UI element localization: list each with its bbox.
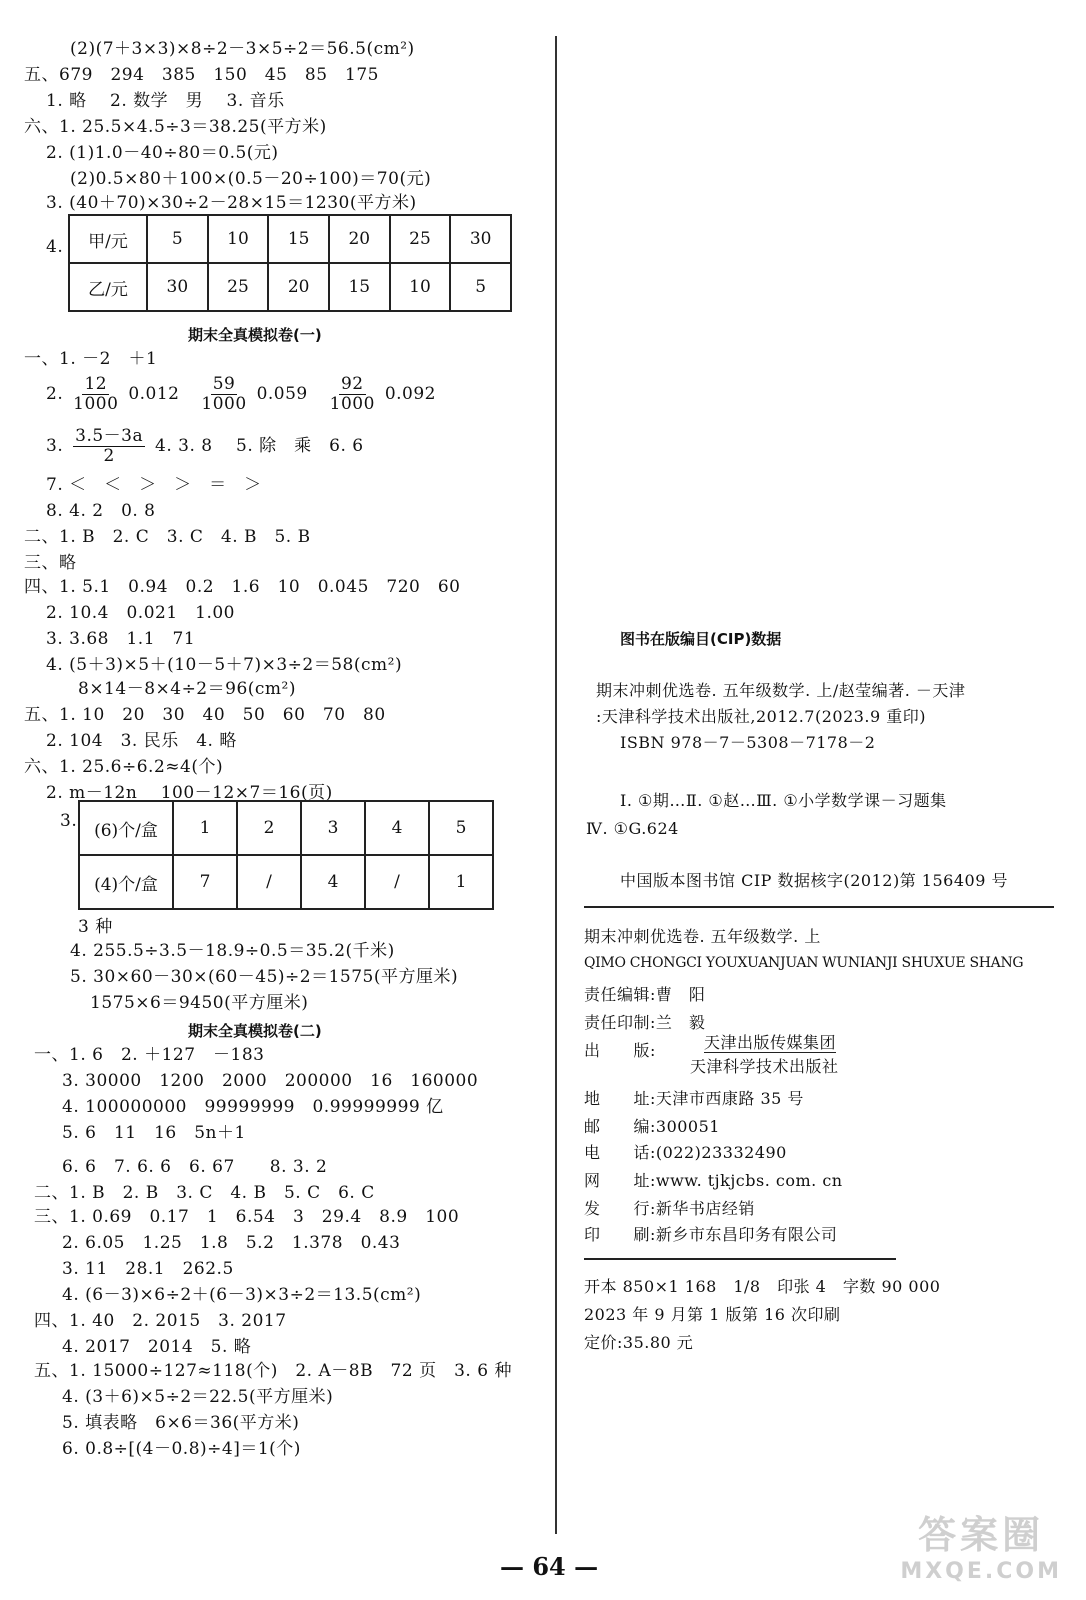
answer-line-fraction: 3. $\frac{3.5-3a}{2}$ 4. 3. 8 5. 除 乘 6. 6: [46, 426, 364, 466]
table-cell: 25: [390, 215, 451, 263]
table-cell: 25: [208, 263, 269, 311]
table-cell: 15: [329, 263, 390, 311]
answer-line: 8. 4. 2 0. 8: [46, 501, 156, 521]
table-cell: 20: [268, 263, 329, 311]
cip-line: 期末冲刺优选卷. 五年级数学. 上/赵莹编著. －天津: [596, 681, 966, 700]
section-title: 期末全真模拟卷(二): [188, 1022, 322, 1040]
distributor-line: 发 行:新华书店经销: [584, 1199, 755, 1218]
answer-line: (2)0.5×80＋100×(0.5－20÷100)＝70(元): [70, 169, 432, 189]
table-cell: /: [237, 855, 301, 909]
answer-line: 5. 6 11 16 5n＋1: [62, 1123, 246, 1143]
answer-line: 5. 填表略 6×6＝36(平方米): [62, 1413, 300, 1433]
cip-line: 中国版本图书馆 CIP 数据核字(2012)第 156409 号: [620, 871, 1008, 890]
answer-line: 3. 3.68 1.1 71: [46, 629, 196, 649]
answer-line: 一、1. －2 ＋1: [24, 349, 158, 369]
answer-line: 3. (40＋70)×30÷2－28×15＝1230(平方米): [46, 193, 417, 213]
table-cell: 7: [173, 855, 237, 909]
page-number: — 64 —: [500, 1552, 599, 1581]
answer-line: 3 种: [78, 917, 113, 937]
table-cell: 30: [450, 215, 511, 263]
cip-line: :天津科学技术出版社,2012.7(2023.9 重印): [596, 707, 927, 726]
phone-line: 电 话:(022)23332490: [584, 1143, 787, 1162]
answer-line: 4. (6－3)×6÷2＋(6－3)×3÷2＝13.5(cm²): [62, 1285, 422, 1305]
answer-line: 四、1. 40 2. 2015 3. 2017: [34, 1311, 287, 1331]
answer-line: 三、略: [24, 553, 77, 573]
answer-line: 8×14－8×4÷2＝96(cm²): [78, 679, 296, 699]
table-cell: 4: [301, 855, 365, 909]
question-number: 3.: [46, 436, 64, 456]
answer-line: 五、679 294 385 150 45 85 175: [24, 65, 380, 85]
printer-line: 印 刷:新乡市东昌印务有限公司: [584, 1225, 838, 1244]
table-cell: 10: [208, 215, 269, 263]
answer-line: 2. m－12n 100－12×7＝16(页): [46, 783, 333, 803]
answer-line: 2. 6.05 1.25 1.8 5.2 1.378 0.43: [62, 1233, 401, 1253]
question-number: 4.: [46, 237, 64, 257]
cip-title: 图书在版编目(CIP)数据: [620, 630, 782, 648]
postcode-line: 邮 编:300051: [584, 1117, 720, 1136]
question-number: 2.: [46, 384, 64, 404]
answer-line: 7. ＜ ＜ ＞ ＞ ＝ ＞: [46, 475, 262, 495]
table-cell: 15: [268, 215, 329, 263]
book-title: 期末冲刺优选卷. 五年级数学. 上: [584, 927, 821, 946]
table-cell: 20: [329, 215, 390, 263]
table-cell: 3: [301, 801, 365, 855]
editor-line: 责任编辑:曹 阳: [584, 985, 706, 1004]
answer-line: 四、1. 5.1 0.94 0.2 1.6 10 0.045 720 60: [24, 577, 461, 597]
answer-line: 3. 11 28.1 262.5: [62, 1259, 234, 1279]
answer-line: 4. (5＋3)×5＋(10－5＋7)×3÷2＝58(cm²): [46, 655, 403, 675]
section-title: 期末全真模拟卷(一): [188, 326, 322, 344]
table-cell: 30: [147, 263, 208, 311]
publisher-label: 出 版:: [584, 1041, 656, 1060]
table-cell: 10: [390, 263, 451, 311]
fraction: $\frac{59}{1000}$: [201, 374, 247, 414]
answer-line: 4. 100000000 99999999 0.99999999 亿: [62, 1097, 444, 1117]
fraction: $\frac{3.5-3a}{2}$: [75, 426, 144, 466]
answer-line: 2. (1)1.0－40÷80＝0.5(元): [46, 143, 279, 163]
answer-line: 5. 30×60－30×(60－45)÷2＝1575(平方厘米): [70, 967, 459, 987]
publisher-name: 天津科学技术出版社: [690, 1057, 839, 1076]
table-cell: 4: [365, 801, 429, 855]
table-cell: 乙/元: [69, 263, 147, 311]
answer-line: 4. 2017 2014 5. 略: [62, 1337, 252, 1357]
answer-line: 4. (3＋6)×5÷2＝22.5(平方厘米): [62, 1387, 334, 1407]
answer-line: (2)(7＋3×3)×8÷2－3×5÷2＝56.5(cm²): [70, 39, 415, 59]
table-cell: 5: [147, 215, 208, 263]
answer-line: 3. 30000 1200 2000 200000 16 160000: [62, 1071, 479, 1091]
table-cell: 1: [429, 855, 493, 909]
horizontal-rule: [584, 906, 1054, 908]
answer-line: 二、1. B 2. B 3. C 4. B 5. C 6. C: [34, 1183, 375, 1203]
table-cell: 2: [237, 801, 301, 855]
answer-line: 6. 6 7. 6. 6̇ 6. 67 8. 3. 2: [62, 1157, 328, 1177]
table-cell: 1: [173, 801, 237, 855]
answer-line: 六、1. 25.6÷6.2≈4(个): [24, 757, 224, 777]
table-cell: (4)个/盒: [79, 855, 173, 909]
answer-line: 二、1. B 2. C 3. C 4. B 5. B: [24, 527, 311, 547]
website-line: 网 址:www. tjkjcbs. com. cn: [584, 1171, 843, 1190]
answer-line: 1575×6＝9450(平方厘米): [90, 993, 309, 1013]
table-cell: 5: [450, 263, 511, 311]
answer-line-fractions: 2. $\frac{12}{1000}$ 0.012 $\frac{59}{1000}$ 0.059 $\frac{92}{1000}$ 0.092: [46, 374, 436, 414]
question-number: 3.: [60, 811, 78, 831]
edition-line: 2023 年 9 月第 1 版第 16 次印刷: [584, 1305, 841, 1324]
answer-line: 1. 略 2. 数学 男 3. 音乐: [46, 91, 285, 111]
print-manager-line: 责任印制:兰 毅: [584, 1013, 706, 1032]
publisher-group: 天津出版传媒集团: [704, 1033, 837, 1052]
answer-line: 6. 0.8÷[(4－0.8)÷4]＝1(个): [62, 1439, 301, 1459]
table-cell: 甲/元: [69, 215, 147, 263]
table-cell: /: [365, 855, 429, 909]
horizontal-rule: [584, 1258, 896, 1260]
column-divider: [555, 36, 557, 1534]
answer-line: 五、1. 10 20 30 40 50 60 70 80: [24, 705, 386, 725]
cip-line: ISBN 978－7－5308－7178－2: [620, 733, 876, 752]
answer-line: 2. 10.4 0.021 1.00: [46, 603, 235, 623]
answer-line: 三、1. 0.69 0.17 1 6.54 3 29.4 8.9 100: [34, 1207, 460, 1227]
fraction: $\frac{12}{1000}$: [73, 374, 119, 414]
cip-line: Ⅳ. ①G.624: [586, 819, 679, 838]
answer-line: 六、1. 25.5×4.5÷3＝38.25(平方米): [24, 117, 327, 137]
watermark-logo: 答案圈 MXQE.COM: [900, 1513, 1062, 1584]
answer-line: 五、1. 15000÷127≈118(个) 2. A－8B 72 页 3. 6 种: [34, 1361, 512, 1381]
cip-line: Ⅰ. ①期…Ⅱ. ①赵…Ⅲ. ①小学数学课－习题集: [620, 791, 947, 810]
table-cell: (6)个/盒: [79, 801, 173, 855]
answer-line: 一、1. 6 2. ＋127 －183: [34, 1045, 265, 1065]
fraction: $\frac{92}{1000}$: [329, 374, 375, 414]
answer-table-2: [78, 800, 494, 910]
book-title-pinyin: QIMO CHONGCI YOUXUANJUAN WUNIANJI SHUXUE SHANG: [584, 955, 1024, 971]
answer-line: 4. 255.5÷3.5－18.9÷0.5＝35.2(千米): [70, 941, 395, 961]
answer-table-1: [68, 214, 512, 312]
table-cell: 5: [429, 801, 493, 855]
price-line: 定价:35.80 元: [584, 1333, 694, 1352]
format-line: 开本 850×1 168 1/8 印张 4 字数 90 000: [584, 1277, 941, 1296]
address-line: 地 址:天津市西康路 35 号: [584, 1089, 804, 1108]
answer-line: 2. 104 3. 民乐 4. 略: [46, 731, 237, 751]
